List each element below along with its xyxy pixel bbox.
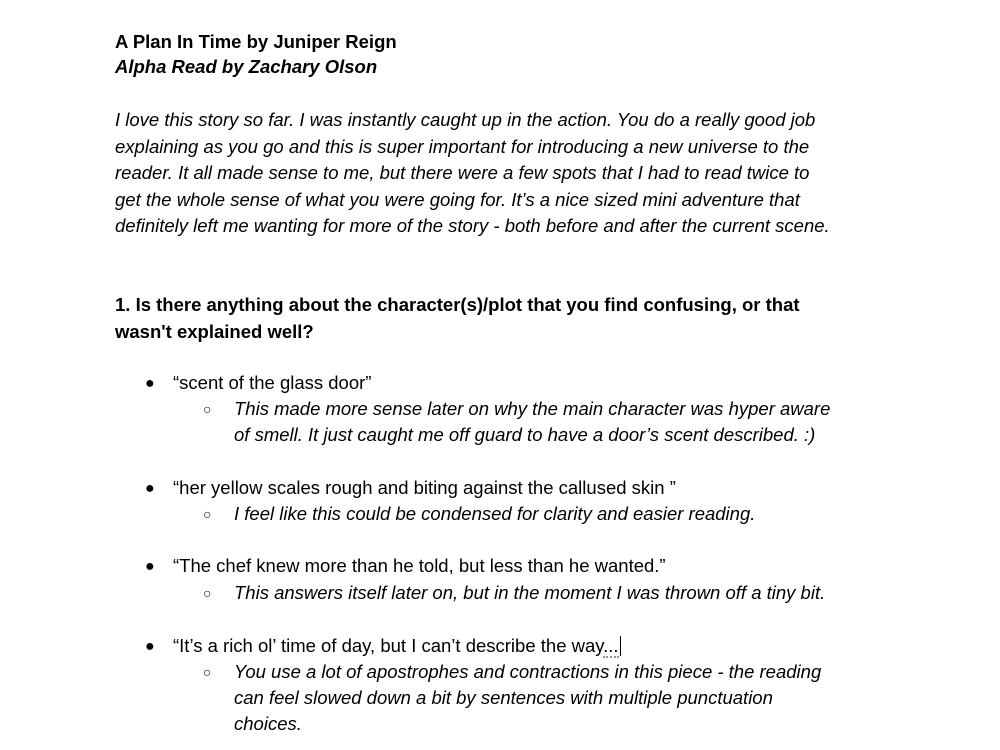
bullet-icon: ● xyxy=(145,375,155,392)
sub-bullet-icon: ○ xyxy=(203,506,212,522)
comment-item xyxy=(203,501,755,527)
question-heading xyxy=(115,291,905,345)
comment-text xyxy=(234,659,821,737)
quote-text: “scent of the glass door” xyxy=(173,372,372,393)
comment-text xyxy=(234,580,825,606)
sub-bullet-icon: ○ xyxy=(203,585,212,601)
bullet-icon: ● xyxy=(145,558,155,575)
quote-text: “The chef knew more than he told, but less than he wanted.” xyxy=(173,555,666,576)
intro-line: definitely left me wanting for more of the story - both before and after the current scene. xyxy=(115,215,830,236)
question-line: 1. Is there anything about the character(s)/plot that you find confusing, or that xyxy=(115,294,800,315)
comment-line: This answers itself later on, but in the moment I was thrown off a tiny bit. xyxy=(234,582,826,603)
comment-line: You use a lot of apostrophes and contractions in this piece - the reading xyxy=(234,661,822,682)
bullet-icon: ● xyxy=(145,638,155,655)
intro-line: explaining as you go and this is super important for introducing a new universe to the xyxy=(115,135,810,157)
comment-line: This made more sense later on why the main character was hyper aware xyxy=(234,398,831,419)
ellipsis-spell-mark: ... xyxy=(603,635,619,656)
comment-line: of smell. It just caught me off guard to have a door’s scent described. :) xyxy=(234,424,816,445)
document-title: A Plan In Time by Juniper Reign xyxy=(115,31,397,52)
sub-bullet-icon: ○ xyxy=(203,664,212,680)
comment-line: choices. xyxy=(234,713,302,734)
intro-line: reader. It all made sense to me, but there were a few spots that I had to read twice to xyxy=(115,162,810,183)
bullet-icon: ● xyxy=(145,480,155,497)
intro-paragraph xyxy=(115,107,905,240)
comment-item xyxy=(203,659,821,737)
quote-item xyxy=(145,633,621,660)
comment-line: I feel like this could be condensed for clarity and easier reading. xyxy=(234,503,756,524)
comment-text xyxy=(234,396,830,448)
document-subtitle: Alpha Read by Zachary Olson xyxy=(115,56,378,77)
question-line: wasn't explained well? xyxy=(115,321,314,342)
text-cursor xyxy=(620,636,622,656)
quote-item xyxy=(145,475,676,502)
comment-text xyxy=(234,501,755,527)
quote-text: “her yellow scales rough and biting against the callused skin ” xyxy=(173,477,676,498)
quote-item xyxy=(145,370,371,397)
sub-bullet-icon: ○ xyxy=(203,401,212,417)
comment-item xyxy=(203,396,830,448)
intro-line: get the whole sense of what you were going for. It’s a nice sized mini adventure that xyxy=(115,188,800,210)
intro-line: I love this story so far. I was instantly caught up in the action. You do a really good job xyxy=(115,109,816,130)
comment-item xyxy=(203,580,825,606)
comment-line: can feel slowed down a bit by sentences with multiple punctuation xyxy=(234,687,773,708)
quote-text: “It’s a rich ol’ time of day, but I can’t describe the way xyxy=(173,635,604,656)
quote-item xyxy=(145,553,666,580)
